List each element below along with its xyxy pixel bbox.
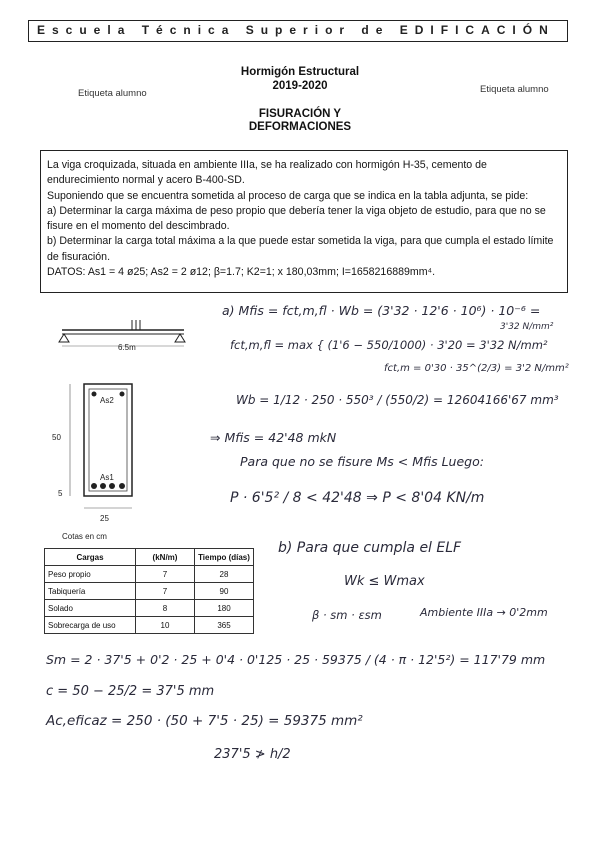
cover-label: 5 [58, 489, 63, 498]
height-label: 50 [52, 433, 61, 442]
course-title: Hormigón Estructural [240, 66, 360, 78]
load-value: 7 [136, 583, 195, 600]
bottom-bar [119, 483, 125, 489]
load-name: Sobrecarga de uso [45, 617, 136, 634]
load-time: 28 [195, 566, 254, 583]
table-row [45, 566, 254, 583]
top-bar [92, 392, 97, 397]
handwriting-a-result: 3'32 N/mm² [500, 322, 554, 332]
load-time: 365 [195, 617, 254, 634]
handwriting-b-line-2: Wk ≤ Wmax [344, 574, 425, 589]
handwriting-b-line-6: Ac,eficaz = 250 · (50 + 7'5 · 25) = 59375 mm² [46, 713, 363, 729]
handwriting-a-line-7: P · 6'5² / 8 < 42'48 ⇒ P < 8'04 KN/m [230, 490, 485, 506]
load-value: 10 [136, 617, 195, 634]
handwriting-a-line-6: Para que no se fisure Ms < Mfis Luego: [240, 454, 484, 469]
school-header: Escuela Técnica Superior de EDIFICACIÓN [28, 20, 568, 42]
column-header: Tiempo (días) [195, 549, 254, 566]
top-bar [120, 392, 125, 397]
bottom-bar [100, 483, 106, 489]
handwriting-b-line-7: 237'5 ≯ h/2 [214, 747, 291, 762]
handwriting-b-line-5: c = 50 − 25/2 = 37'5 mm [46, 684, 215, 699]
handwriting-a-line-5: ⇒ Mfis = 42'48 mkN [210, 430, 337, 445]
support-right-icon [175, 334, 185, 342]
handwriting-a-line-3: fct,m = 0'30 · 35^(2/3) = 3'2 N/mm² [384, 363, 569, 374]
table-row [45, 617, 254, 634]
load-time: 90 [195, 583, 254, 600]
table-row [45, 600, 254, 617]
load-name: Tabiquería [45, 583, 136, 600]
table-header-row [45, 549, 254, 566]
load-time: 180 [195, 600, 254, 617]
problem-paragraph: Suponiendo que se encuentra sometida al proceso de carga que se indica en la tabla adjunta, se pide: [47, 189, 529, 202]
load-name: Solado [45, 600, 136, 617]
student-label-left: Etiqueta alumno [78, 88, 147, 99]
problem-paragraph: a) Determinar la carga máxima de peso propio que debería tener la viga objeto de estudio, para que no se fisure en el momento del descimbrado. [47, 204, 546, 233]
column-header: (kN/m) [136, 549, 195, 566]
problem-statement [40, 150, 568, 293]
span-label: 6.5m [118, 343, 136, 352]
table-row [45, 583, 254, 600]
topic-line-2: DEFORMACIONES [248, 121, 352, 133]
handwriting-a-line-1: a) Mfis = fct,m,fl · Wb = (3'32 · 12'6 · 10⁶) · 10⁻⁶ = [222, 303, 541, 318]
load-value: 7 [136, 566, 195, 583]
course-year: 2019-2020 [272, 80, 328, 92]
student-label-right: Etiqueta alumno [480, 84, 549, 95]
bottom-bar [109, 483, 115, 489]
as2-label: As2 [100, 396, 114, 405]
handwriting-b-line-3a: β · sm · εsm [312, 608, 382, 622]
load-value: 8 [136, 600, 195, 617]
problem-paragraph: b) Determinar la carga total máxima a la que puede estar sometida la viga, para que cumpla el estado límite de fisuración. [47, 235, 554, 263]
units-caption: Cotas en cm [62, 532, 107, 541]
column-header: Cargas [45, 549, 136, 566]
load-name: Peso propio [45, 566, 136, 583]
as1-label: As1 [100, 473, 114, 482]
problem-data: DATOS: As1 = 4 ø25; As2 = 2 ø12; β=1.7; K2=1; x 180,03mm; I=1658216889mm⁴. [47, 266, 436, 279]
width-label: 25 [100, 514, 109, 523]
handwriting-b-line-4: Sm = 2 · 37'5 + 0'2 · 25 + 0'4 · 0'125 · 25 · 59375 / (4 · π · 12'5²) = 117'79 mm [46, 652, 546, 667]
loads-table [44, 548, 254, 634]
problem-paragraph: La viga croquizada, situada en ambiente IIIa, se ha realizado con hormigón H-35, cemento de endurecimiento normal y acero B-400-SD. [47, 159, 487, 187]
handwriting-b-line-3b: Ambiente IIIa → 0'2mm [420, 606, 548, 619]
bottom-bar [91, 483, 97, 489]
handwriting-a-line-2: fct,m,fl = max { (1'6 − 550/1000) · 3'20 = 3'32 N/mm² [230, 338, 548, 352]
handwriting-a-line-4: Wb = 1/12 · 250 · 550³ / (550/2) = 12604166'67 mm³ [236, 393, 559, 407]
support-left-icon [59, 334, 69, 342]
handwriting-b-line-1: b) Para que cumpla el ELF [278, 540, 462, 556]
topic-line-1: FISURACIÓN Y [258, 108, 342, 120]
